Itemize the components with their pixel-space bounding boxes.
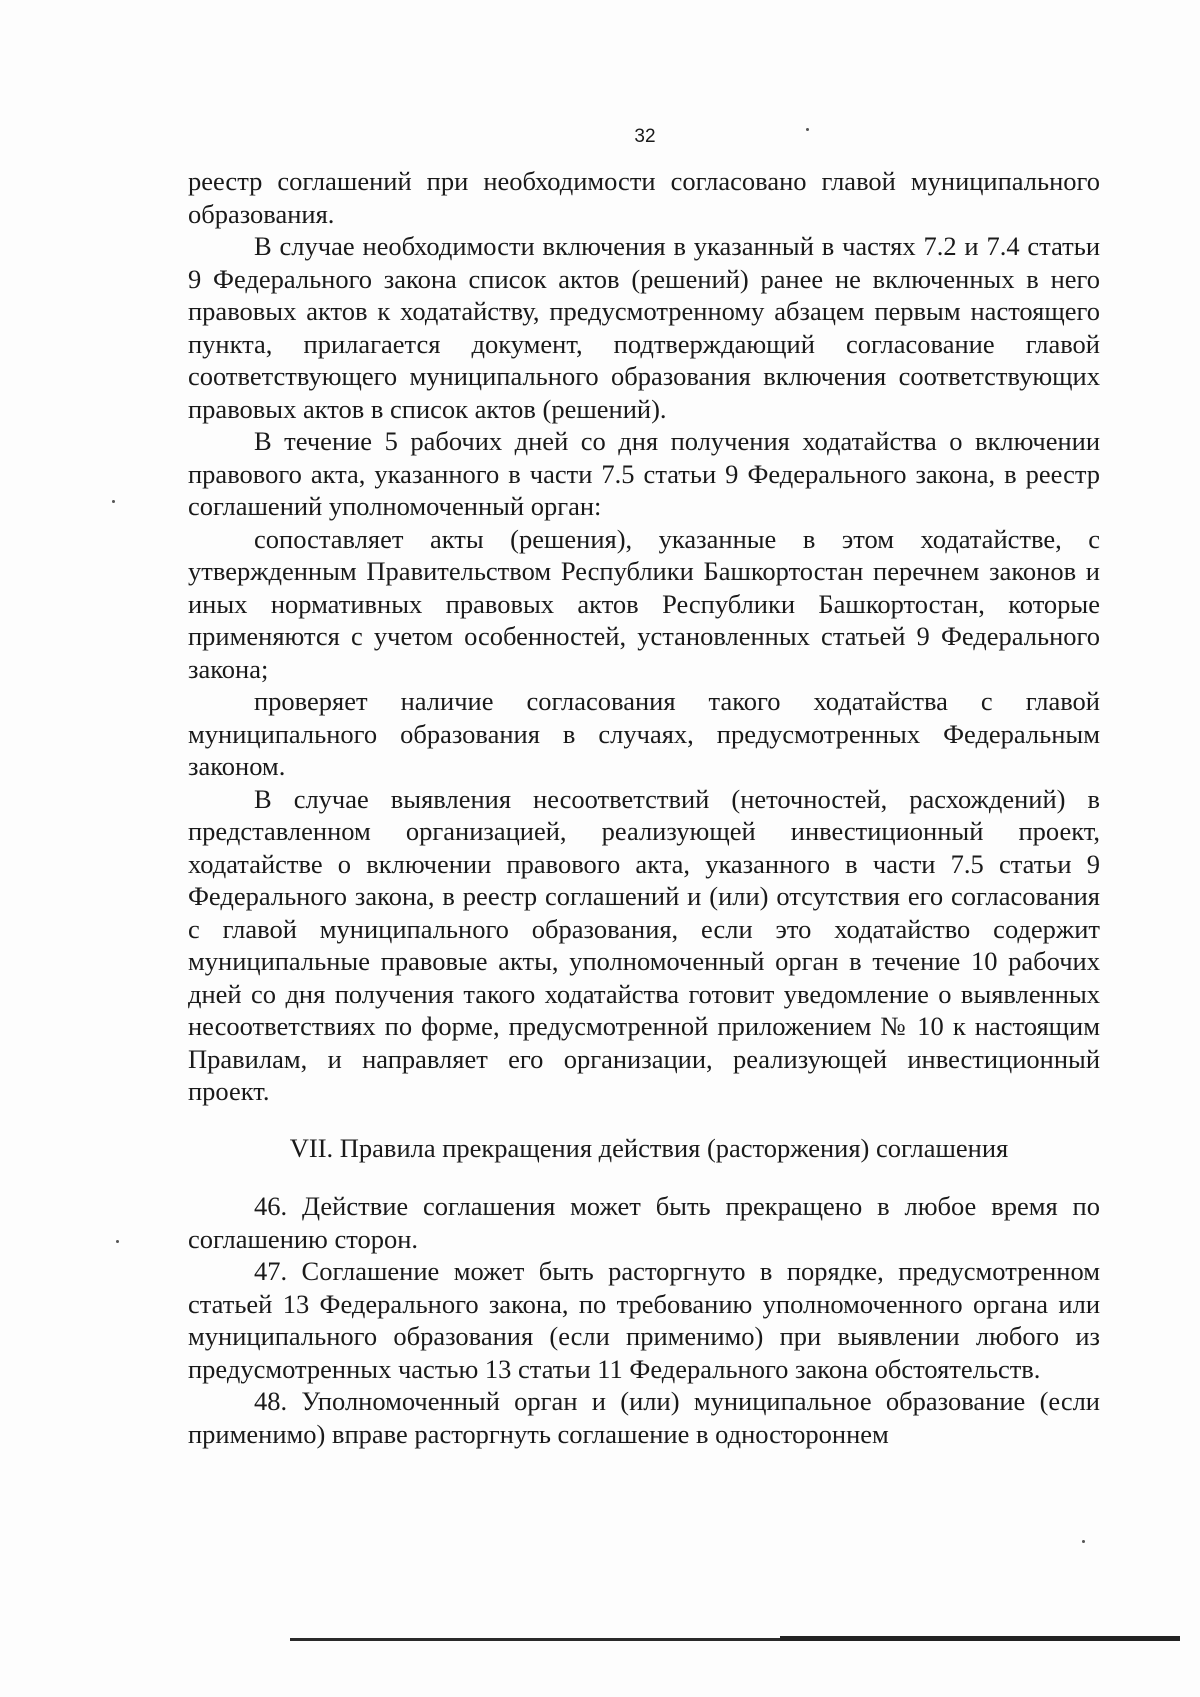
document-body: [188, 165, 1100, 1450]
paragraph: В случае выявления несоответствий (неточностей, расхождений) в представленном организацией, реализующей инвестиционный проект, ходатайстве о включении правового акта, указанного в части 7.5 статьи 9 Федерального закона, в реестр соглашений и (или) отсутствия его согласования с главой муниципального образования, если это ходатайство содержит муниципальные правовые акты, уполномоченный орган в течение 10 рабочих дней со дня получения такого ходатайства готовит уведомление о выявленных несоответствиях по форме, предусмотренной приложением № 10 к настоящим Правилам, и направляет его организации, реализующей инвестиционный проект.: [188, 783, 1100, 1106]
scan-speck: [116, 1240, 119, 1243]
scan-edge-shadow: [780, 1636, 1180, 1641]
paragraph-46: 46. Действие соглашения может быть прекращено в любое время по соглашению сторон.: [188, 1191, 1100, 1254]
paragraph-48: 48. Уполномоченный орган и (или) муниципальное образование (если применимо) вправе расторгнуть соглашение в одностороннем: [188, 1386, 1100, 1449]
paragraph: В течение 5 рабочих дней со дня получения ходатайства о включении правового акта, указанного в части 7.5 статьи 9 Федерального закона, в реестр соглашений уполномоченный орган:: [188, 426, 1100, 521]
section-heading: VII. Правила прекращения действия (расторжения) соглашения: [289, 1132, 1009, 1163]
scan-speck: [806, 128, 809, 131]
paragraph: В случае необходимости включения в указанный в частях 7.2 и 7.4 статьи 9 Федерального закона список актов (решений) ранее не включенных в него правовых актов к ходатайству, предусмотренному абзацем первым настоящего пункта, прилагается документ, подтверждающий согласование главой соответствующего муниципального образования включения соответствующих правовых актов в список актов (решений).: [188, 231, 1100, 424]
paragraph: сопоставляет акты (решения), указанные в этом ходатайстве, с утвержденным Правительством Республики Башкортостан перечнем законов и иных нормативных правовых актов Республики Башкортостан, которые применяются с учетом особенностей, установленных статьей 9 Федерального закона;: [188, 523, 1100, 684]
scan-speck: [1082, 1540, 1085, 1543]
paragraph: реестр соглашений при необходимости согласовано главой муниципального образования.: [188, 166, 1100, 229]
paragraph: проверяет наличие согласования такого ходатайства с главой муниципального образования в случаях, предусмотренных Федеральным законом.: [188, 686, 1100, 781]
scan-speck: [112, 500, 115, 503]
paragraph-47: 47. Соглашение может быть расторгнуто в порядке, предусмотренном статьей 13 Федерального закона, по требованию уполномоченного органа или муниципального образования (если применимо) при выявлении любого из предусмотренных частью 13 статьи 11 Федерального закона обстоятельств.: [188, 1256, 1100, 1384]
page-number: 32: [634, 126, 656, 147]
